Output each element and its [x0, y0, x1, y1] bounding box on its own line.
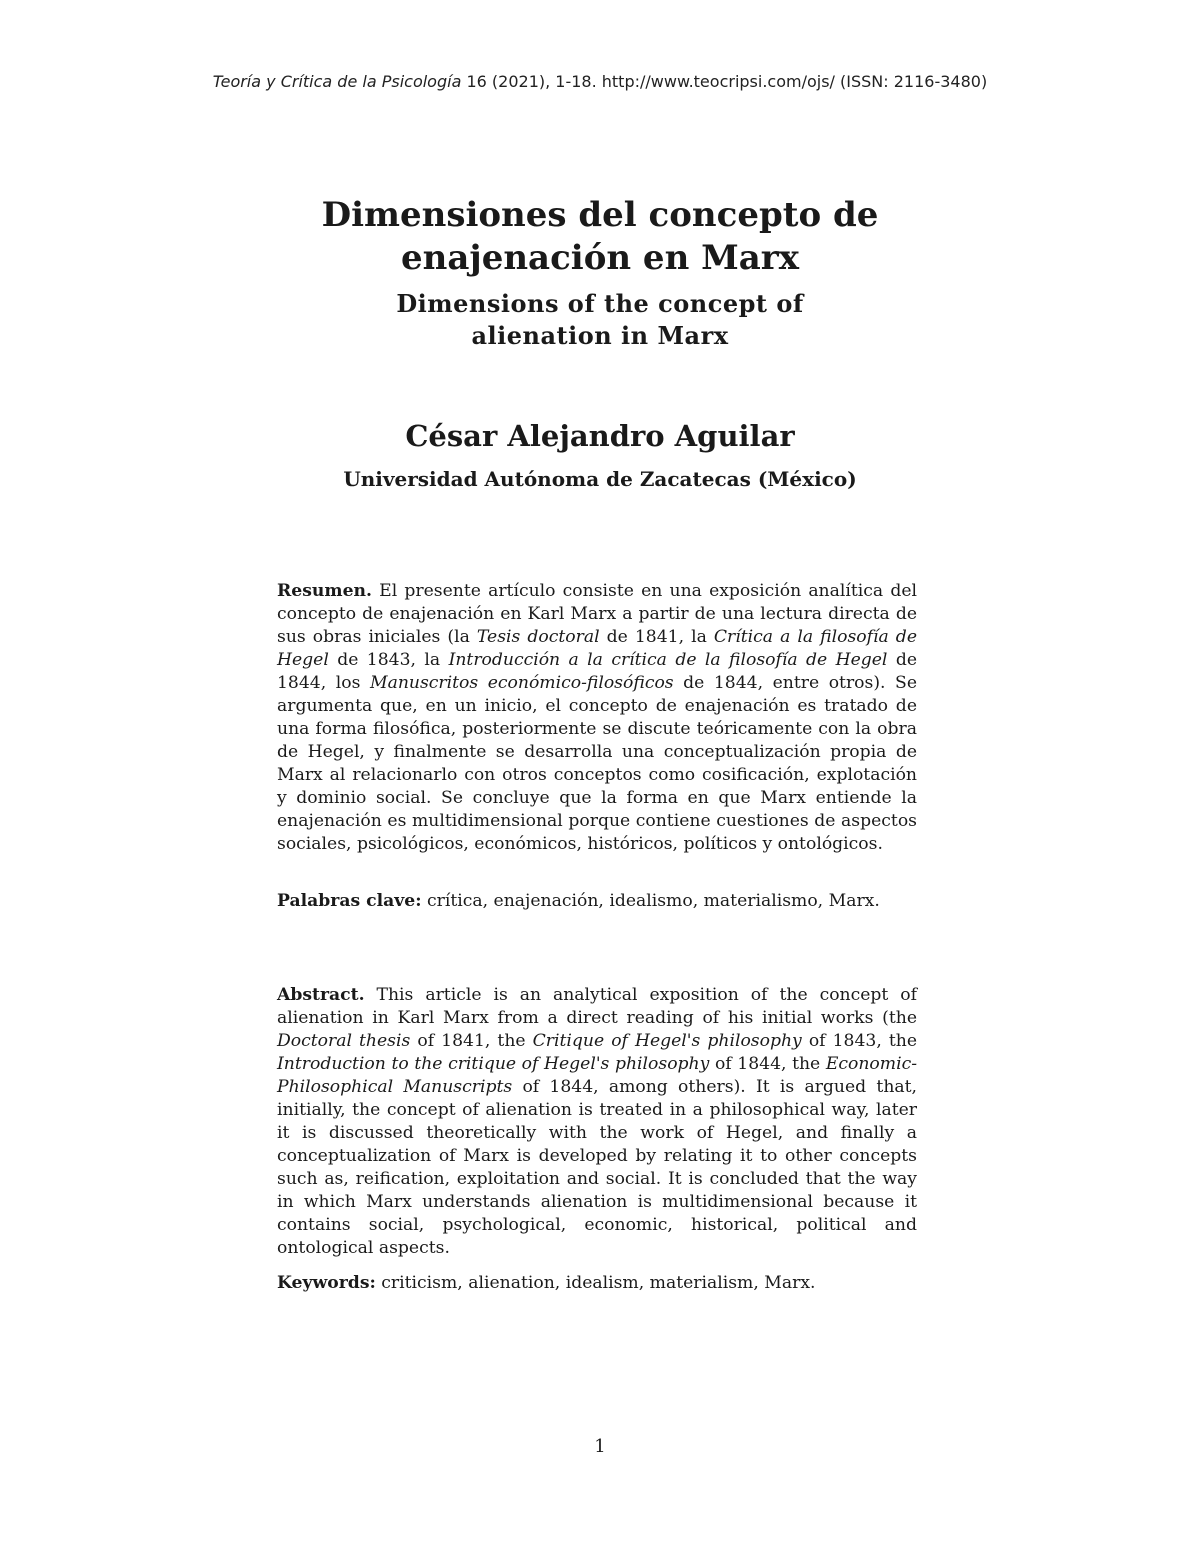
abstract-italic-3: Introduction to the critique of Hegel's philosophy [277, 1054, 710, 1074]
resumen-text-4: de 1844, los [277, 650, 917, 693]
keywords-paragraph [277, 1272, 917, 1295]
resumen-label: Resumen. [277, 581, 372, 601]
resumen-italic-2: Crítica a la filosofía de Hegel [277, 627, 917, 670]
journal-name: Teoría y Crítica de la Psicología [212, 72, 462, 91]
abstract-italic-2: Critique of Hegel's philosophy [532, 1031, 802, 1051]
resumen-text-2: de 1841, la [599, 627, 714, 647]
journal-citation: 16 (2021), 1-18. http://www.teocripsi.com/ojs/ (ISSN: 2116-3480) [461, 72, 988, 91]
keywords-label: Keywords: [277, 1273, 376, 1293]
abstract-italic-4: Economic-Philosophical Manuscripts [277, 1054, 918, 1097]
resumen-italic-4: Manuscritos económico-filosóficos [369, 673, 674, 693]
resumen-italic-1: Tesis doctoral [476, 627, 600, 647]
palabras-clave-label: Palabras clave: [277, 891, 422, 911]
keywords-text: criticism, alienation, idealism, materialism, Marx. [375, 1273, 816, 1293]
title-spanish-line-2: enajenación en Marx [401, 238, 799, 278]
palabras-clave-text: crítica, enajenación, idealismo, materialismo, Marx. [421, 891, 880, 911]
title-english-line-1: Dimensions of the concept of [396, 289, 804, 318]
title-english [200, 288, 1000, 352]
abstract-italic-1: Doctoral thesis [277, 1031, 411, 1051]
resumen-italic-3: Introducción a la crítica de la filosofía de Hegel [448, 650, 888, 670]
abstract-text-3: of 1843, the [801, 1031, 918, 1051]
abstract-text-4: of 1844, the [709, 1054, 826, 1074]
title-spanish-line-1: Dimensiones del concepto de [321, 195, 879, 235]
abstract-paragraph [277, 984, 917, 1260]
resumen-paragraph [277, 580, 917, 856]
title-english-line-2: alienation in Marx [471, 321, 729, 350]
page-number: 1 [594, 1436, 606, 1457]
abstract-text-2: of 1841, the [410, 1031, 533, 1051]
resumen-text-3: de 1843, la [328, 650, 449, 670]
resumen-text-5: de 1844, entre otros). Se argumenta que, en un inicio, el concepto de enajenación es tratado de una forma filosófica, posteriormente se discute teóricamente con la obra de Hegel, y finalmente se desarrolla una conceptualización propia de Marx al relacionarlo con otros conceptos como cosificación, explotación y dominio social. Se concluye que la forma en que Marx entiende la enajenación es multidimensional porque contiene cuestiones de aspectos sociales, psicológicos, económicos, históricos, políticos y ontológicos. [277, 673, 918, 854]
abstract-text-1: This article is an analytical exposition of the concept of alienation in Karl Marx from a direct reading of his initial works (the [277, 985, 917, 1028]
palabras-clave-paragraph [277, 890, 917, 913]
resumen-text-1: El presente artículo consiste en una exposición analítica del concepto de enajenación en Karl Marx a partir de una lectura directa de sus obras iniciales (la [277, 581, 917, 647]
abstract-text-5: of 1844, among others). It is argued that, initially, the concept of alienation is treated in a philosophical way, later it is discussed theoretically with the work of Hegel, and finally a conceptualization of Marx is developed by relating it to other concepts such as, reification, exploitation and social. It is concluded that the way in which Marx understands alienation is multidimensional because it contains social, psychological, economic, historical, political and ontological aspects. [277, 1077, 917, 1258]
author-affiliation: Universidad Autónoma de Zacatecas (México) [343, 467, 857, 491]
abstract-label: Abstract. [277, 985, 365, 1005]
author-name: César Alejandro Aguilar [405, 419, 795, 453]
running-header [0, 72, 1200, 91]
title-spanish [200, 194, 1000, 280]
